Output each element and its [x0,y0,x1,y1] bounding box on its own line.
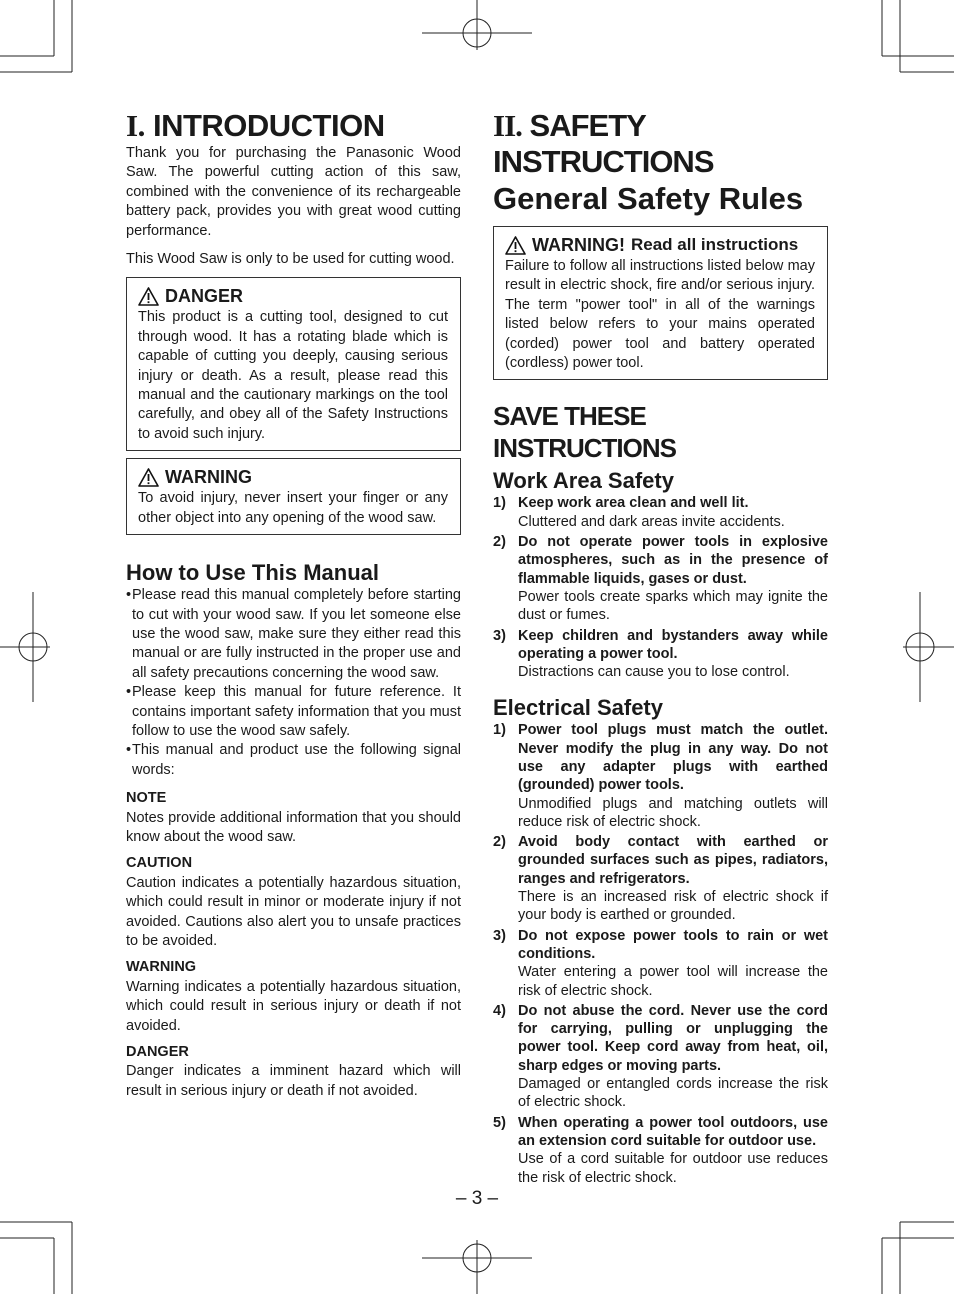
warning-box [126,458,461,535]
list-item: • Please read this manual completely before starting to cut with your wood saw. If you let someone else use the wood saw, make sure they either read this manual or are fully instructed in the proper use and all safety precautions concerning the wood saw. [126,586,461,683]
list-item: • Please keep this manual for future reference. It contains important safety information that you must follow to use the wood saw safely. [126,683,461,741]
list-item [493,927,828,1000]
item-rule: Power tool plugs must match the outlet. Never modify the plug in any way. Do not use any adapter plugs with earthed (grounded) power tools. [518,722,828,794]
section-roman-numeral: II. [493,108,522,143]
item-number: 2) [493,834,506,851]
signal-word: NOTE [126,790,167,807]
item-body [518,721,828,831]
item-body [518,1002,828,1112]
item-explanation: Unmodified plugs and matching outlets will reduce risk of electric shock. [518,795,828,830]
intro-paragraph: This Wood Saw is only to be used for cutting wood. [126,251,455,268]
item-explanation: Distractions can cause you to lose control. [518,664,790,681]
signal-description: Caution indicates a potentially hazardous situation, which could result in minor or moderate injury if not avoided. Cautions also alert you to unsafe practices to be avoided. [126,874,461,949]
list-item: • This manual and product use the following signal words: [126,741,461,780]
warning-text: To avoid injury, never insert your finger or any other object into any opening of the wood saw. [138,490,448,526]
item-rule: When operating a power tool outdoors, use an extension cord suitable for outdoor use. [518,1114,828,1149]
warning-label: WARNING [165,467,252,488]
warning-text: Failure to follow all instructions listed below may result in electric shock, fire and/or serious injury. The term "power tool" in all of the warnings listed below refers to your mains operated (corded) power tool and battery operated (cordless) power tool. [505,258,815,372]
warning-sublabel: Read all instructions [631,235,799,254]
section-title: INTRODUCTION [152,108,385,143]
signal-description: Danger indicates a imminent hazard which will result in serious injury or death if not avoided. [126,1063,461,1099]
item-body [518,833,828,924]
item-body [518,927,828,1000]
warning-triangle-icon [138,287,159,306]
danger-label: DANGER [165,286,244,307]
item-number: 3) [493,927,506,944]
item-number: 2) [493,534,506,551]
danger-box-header [138,284,448,308]
item-explanation: Damaged or entangled cords increase the risk of electric shock. [518,1076,828,1111]
item-explanation: Power tools create sparks which may ignite the dust or fumes. [518,588,828,624]
warning-triangle-icon [138,468,159,487]
item-number: 1) [493,495,506,512]
danger-box [126,277,461,451]
list-item [493,1002,828,1112]
item-rule: Do not expose power tools to rain or wet conditions. [518,927,828,962]
general-rules-title: General Safety Rules [493,181,804,216]
introduction-heading [126,108,461,144]
bullet-text: This manual and product use the following signal words: [132,742,461,778]
signal-word: DANGER [126,1044,189,1061]
read-all-warning-box [493,226,828,380]
warning-box-header [138,465,448,489]
signal-word: WARNING [126,959,197,976]
item-explanation: Use of a cord suitable for outdoor use reduces the risk of electric shock. [518,1151,828,1186]
item-rule: Keep work area clean and well lit. [518,495,749,512]
bullet-text: Please read this manual completely before starting to cut with your wood saw. If you let someone else use the wood saw, make sure they either read this manual or are fully instructed in the proper use and all safety precautions concerning the wood saw. [132,587,461,681]
intro-paragraph: Thank you for purchasing the Panasonic Wood Saw. The powerful cutting action of this saw, combined with the convenience of its rechargeable battery pack, provides you with great wood cutting performance. [126,145,461,239]
electrical-heading: Electrical Safety [493,695,663,721]
item-body [518,627,828,682]
manual-heading: How to Use This Manual [126,560,380,586]
list-item [493,627,828,682]
safety-heading [493,108,828,180]
list-item [493,1114,828,1187]
list-item [493,833,828,924]
item-explanation: Water entering a power tool will increase the risk of electric shock. [518,964,828,999]
list-item [493,533,828,624]
item-number: 5) [493,1114,506,1131]
item-rule: Keep children and bystanders away while operating a power tool. [518,627,828,662]
work-area-heading: Work Area Safety [493,468,674,494]
signal-description: Notes provide additional information that you should know about the wood saw. [126,809,461,845]
warning-label: WARNING! [532,235,625,255]
signal-word: CAUTION [126,855,193,872]
item-number: 1) [493,722,506,739]
item-rule: Do not abuse the cord. Never use the cord for carrying, pulling or unplugging the power tool. Keep cord away from heat, oil, sharp edges or moving parts. [518,1002,828,1074]
page-number: – 3 – [455,1188,499,1209]
item-body [518,1114,828,1187]
warning-triangle-icon [505,236,526,255]
save-instructions-title: SAVE THESE INSTRUCTIONS [493,401,676,464]
item-number: 3) [493,627,506,644]
list-item [493,494,828,531]
section-roman-numeral: I. [126,108,145,143]
danger-text: This product is a cutting tool, designed to cut through wood. It has a rotating blade which is capable of cutting you deeply, causing serious injury or death. As a result, please read this manual and the cautionary markings on the tool carefully, and obey all of the Safety Instructions to avoid such injury. [138,309,448,442]
item-body [518,533,828,624]
item-explanation: Cluttered and dark areas invite accidents. [518,513,785,530]
list-item [493,721,828,831]
left-column [126,108,461,1101]
item-body [518,494,828,531]
item-rule: Avoid body contact with earthed or grounded surfaces such as pipes, radiators, ranges and refrigerators. [518,834,828,887]
item-number: 4) [493,1002,506,1019]
right-column [493,108,828,1189]
item-explanation: There is an increased risk of electric shock if your body is earthed or grounded. [518,889,828,924]
signal-description: Warning indicates a potentially hazardous situation, which could result in serious injury or death if not avoided. [126,978,461,1034]
bullet-text: Please keep this manual for future reference. It contains important safety information that you must follow to use the wood saw safely. [132,684,461,739]
warning-box-header [505,233,815,257]
section-title: SAFETY INSTRUCTIONS [493,108,714,179]
item-rule: Do not operate power tools in explosive atmospheres, such as in the presence of flammable liquids, gases or dust. [518,534,828,587]
